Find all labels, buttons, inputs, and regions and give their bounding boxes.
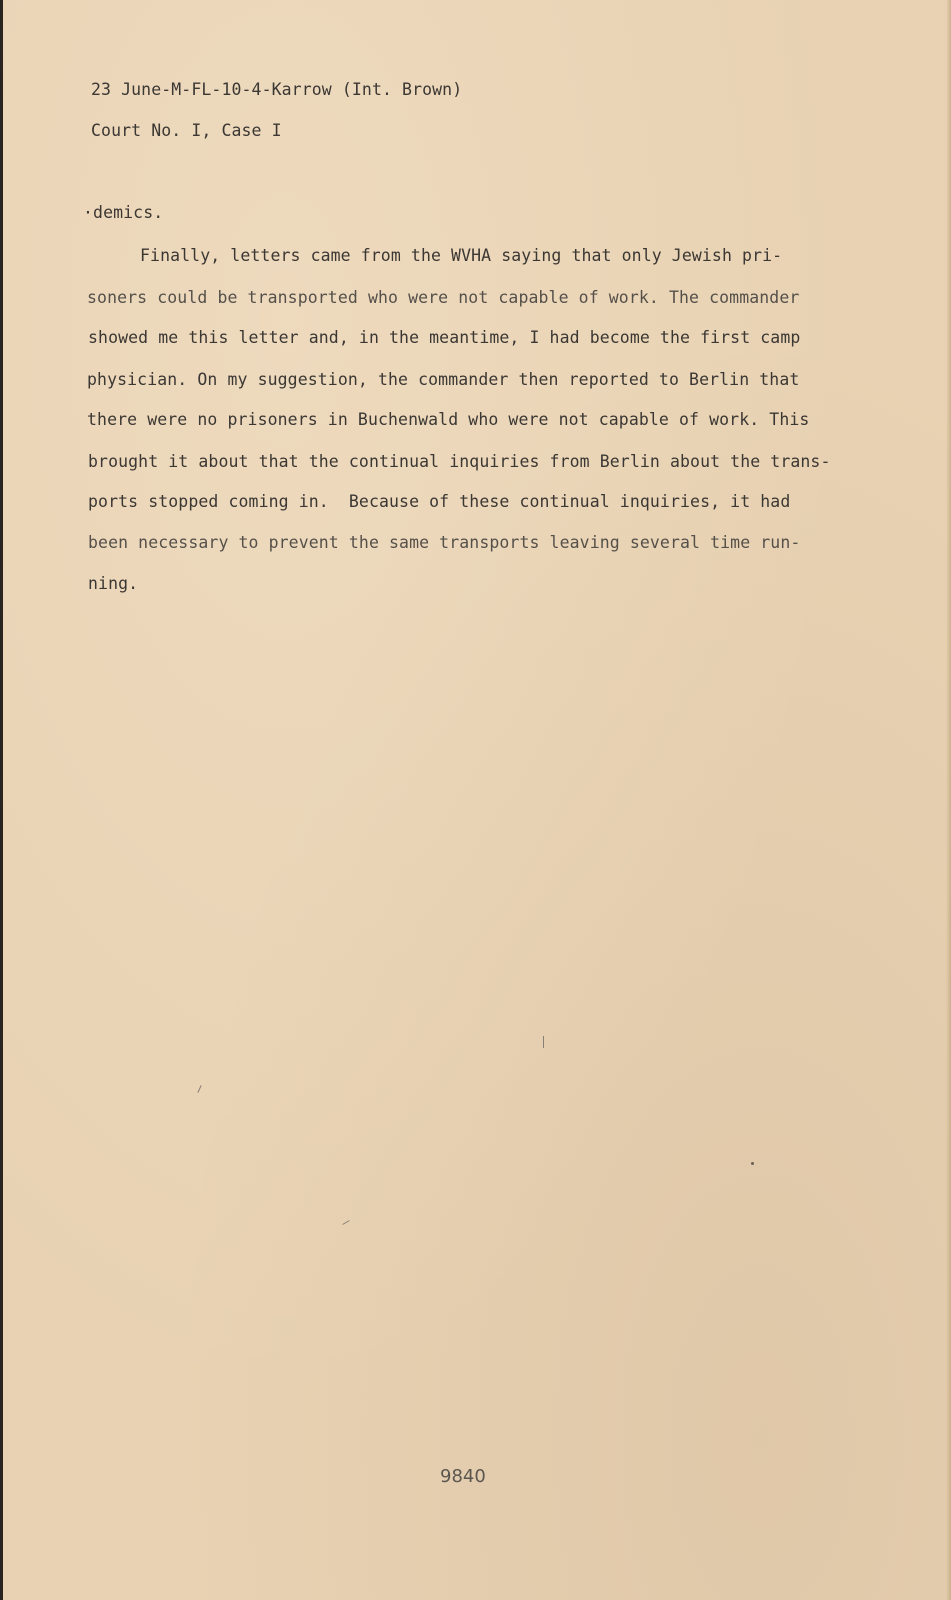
paper-speck bbox=[751, 1162, 754, 1165]
body-line: soners could be transported who were not capable of work. The commander bbox=[87, 288, 800, 307]
body-line: ning. bbox=[88, 574, 139, 593]
header-court-line: Court No. I, Case I bbox=[91, 121, 282, 140]
body-line: there were no prisoners in Buchenwald who were not capable of work. This bbox=[87, 410, 810, 429]
paper-mark bbox=[543, 1036, 544, 1048]
body-line: showed me this letter and, in the meantime, I had become the first camp bbox=[88, 328, 801, 347]
body-line: Finally, letters came from the WVHA saying that only Jewish pri- bbox=[140, 246, 783, 265]
page-number: 9840 bbox=[440, 1466, 486, 1487]
paper-mark bbox=[342, 1220, 349, 1225]
paper-mark bbox=[197, 1085, 201, 1093]
body-line: been necessary to prevent the same transports leaving several time run- bbox=[88, 533, 801, 552]
body-line: ·demics. bbox=[83, 203, 164, 222]
header-reference-line: 23 June-M-FL-10-4-Karrow (Int. Brown) bbox=[91, 80, 463, 99]
page-right-edge bbox=[946, 0, 951, 1600]
page-left-edge bbox=[0, 0, 3, 1600]
body-line: ports stopped coming in. Because of these continual inquiries, it had bbox=[88, 492, 791, 511]
body-line: physician. On my suggestion, the commander then reported to Berlin that bbox=[87, 370, 800, 389]
body-line: brought it about that the continual inquiries from Berlin about the trans- bbox=[88, 452, 831, 471]
